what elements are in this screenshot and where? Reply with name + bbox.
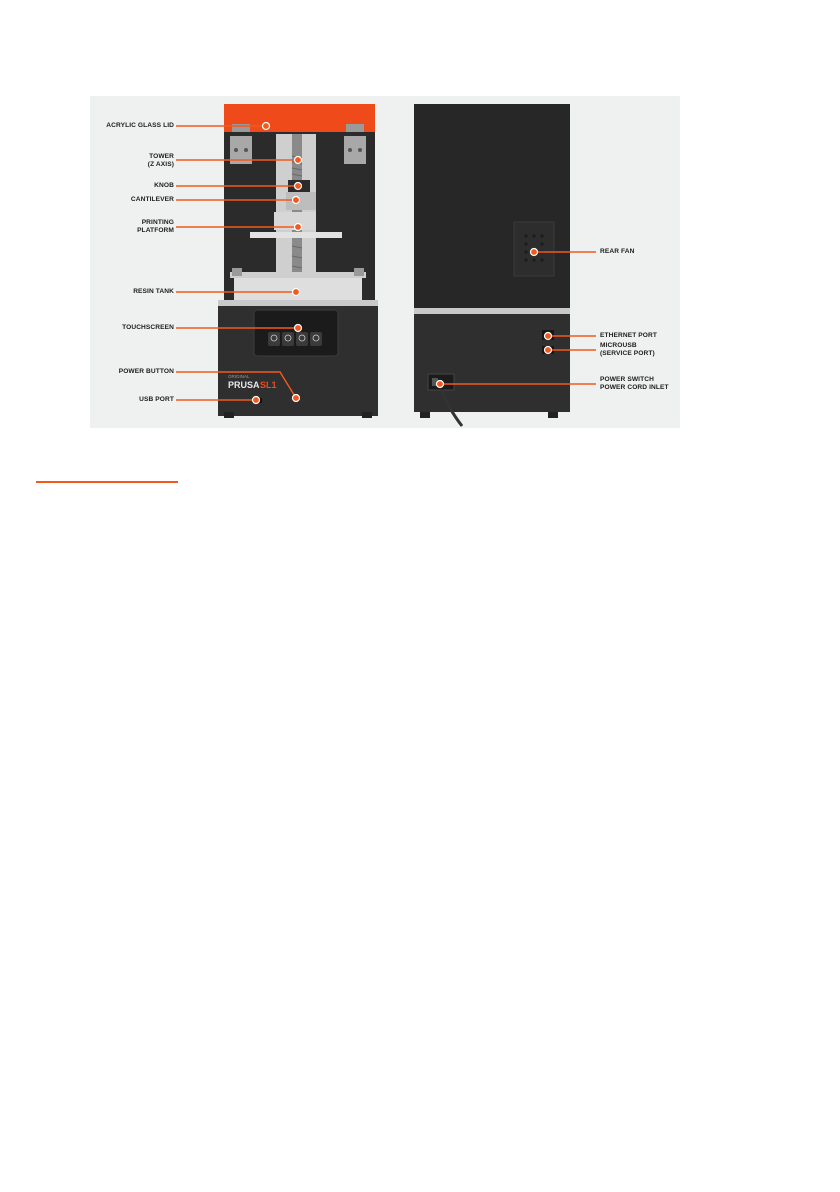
rear-lid [414, 104, 570, 312]
label-power-switch-line1: POWER SWITCH [600, 376, 654, 383]
label-knob-text: KNOB [154, 182, 174, 189]
brand-model: SL1 [260, 380, 277, 390]
label-tower-line2: (Z AXIS) [147, 160, 174, 168]
label-usb-port [90, 396, 174, 404]
label-rear-fan-text: REAR FAN [600, 248, 635, 255]
label-ethernet-port [600, 332, 657, 340]
label-acrylic-glass-lid [90, 122, 174, 130]
rear-top-plate [414, 308, 570, 314]
label-tower-line1: TOWER [149, 153, 174, 160]
rear-base [414, 314, 570, 412]
label-microusb [600, 342, 655, 357]
label-usb-port-text: USB PORT [139, 396, 174, 403]
hinge-left-top [232, 124, 250, 132]
base-top-plate [218, 300, 378, 306]
brand-prusa: PRUSA [228, 380, 260, 390]
touchscreen-panel [254, 310, 338, 356]
label-cantilever [90, 196, 174, 204]
label-cantilever-text: CANTILEVER [130, 196, 174, 203]
label-acrylic-glass-lid-text: ACRYLIC GLASS LID [106, 122, 174, 129]
rear-view-printer [414, 104, 570, 426]
printing-platform [250, 232, 342, 238]
label-tower [90, 153, 174, 168]
label-touchscreen [90, 324, 174, 332]
brand-original: ORIGINAL [228, 374, 250, 379]
front-view-printer [218, 104, 378, 418]
label-microusb-line1: MICROUSB [600, 342, 637, 349]
label-printing-platform-line2: PLATFORM [137, 226, 174, 234]
label-rear-fan [600, 248, 635, 256]
label-resin-tank [90, 288, 174, 296]
label-touchscreen-text: TOUCHSCREEN [122, 324, 174, 331]
label-microusb-line2: (SERVICE PORT) [600, 349, 655, 357]
label-power-switch [600, 376, 669, 391]
label-printing-platform-line1: PRINTING [141, 219, 174, 226]
label-power-button-text: POWER BUTTON [118, 368, 174, 375]
hinge-right-top [346, 124, 364, 132]
cantilever [286, 192, 316, 210]
resin-tank-rim [230, 272, 366, 278]
label-power-switch-line2: POWER CORD INLET [600, 383, 669, 391]
label-printing-platform [90, 219, 174, 234]
section-divider-rule [36, 481, 178, 483]
label-power-button [90, 368, 174, 376]
label-knob [90, 182, 174, 190]
printer-illustration [90, 96, 680, 428]
hinge-right [344, 136, 366, 164]
label-resin-tank-text: RESIN TANK [133, 288, 174, 295]
printer-diagram-figure [90, 96, 680, 428]
label-ethernet-port-text: ETHERNET PORT [600, 332, 657, 339]
